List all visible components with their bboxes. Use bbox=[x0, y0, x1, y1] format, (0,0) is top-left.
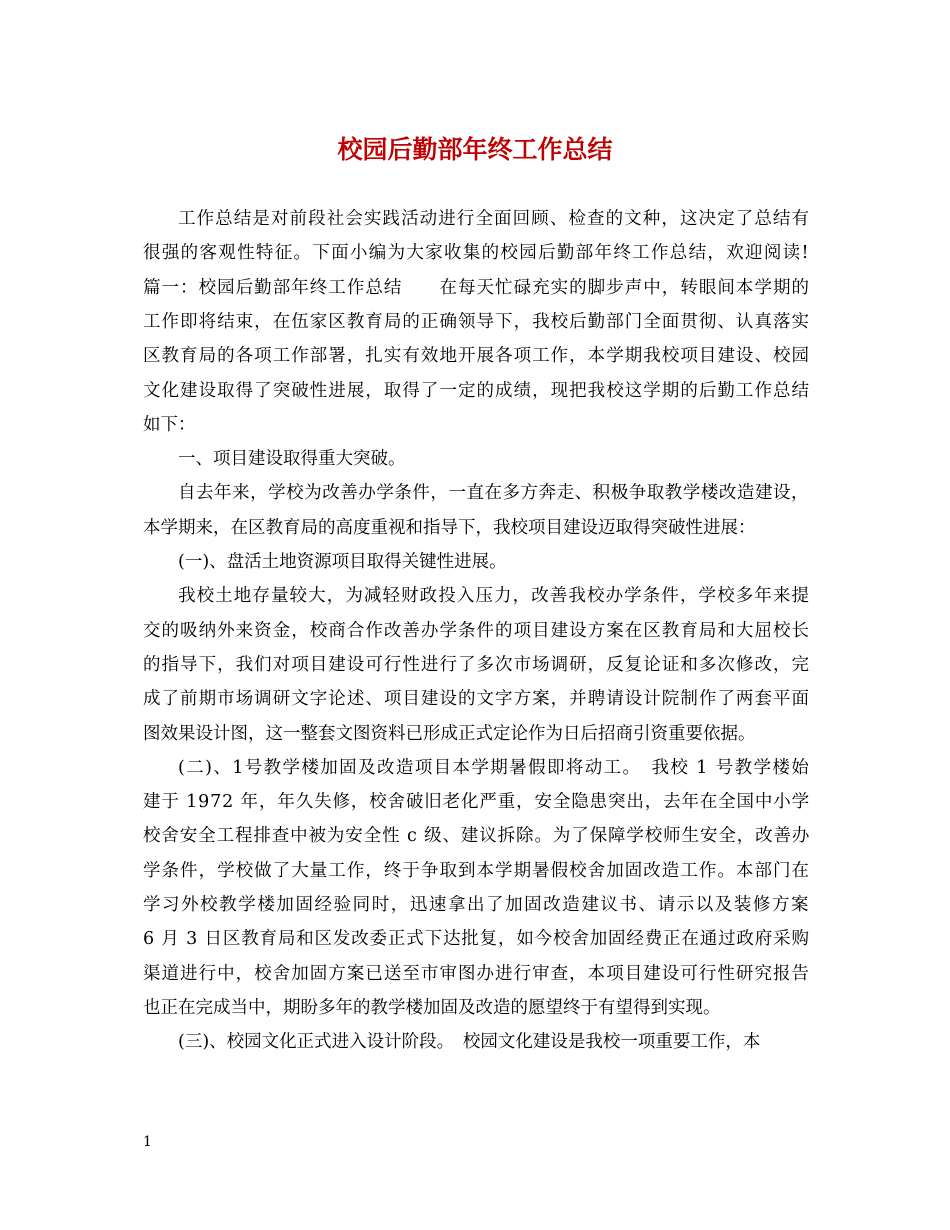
paragraph-line: (二)、1号教学楼加固及改造项目本学期暑假即将动工。 我校 1 号教学楼始 bbox=[178, 757, 811, 778]
paragraph-line: 工作总结是对前段社会实践活动进行全面回顾、检查的文种，这决定了总结有 bbox=[178, 209, 811, 229]
paragraph-line: (三)、校园文化正式进入设计阶段。 校园文化建设是我校一项重要工作，本 bbox=[178, 1032, 761, 1053]
paragraph-line: 建于 1972 年，年久失修，校舍破旧老化严重，安全隐患突出，去年在全国中小学 bbox=[143, 792, 811, 813]
paragraph-line: 区教育局的各项工作部署，扎实有效地开展各项工作，本学期我校项目建设、校园 bbox=[143, 346, 811, 367]
paragraph-line: 校舍安全工程排查中被为安全性 c 级、建议拆除。为了保障学校师生安全，改善办 bbox=[143, 826, 811, 847]
paragraph-line: 篇一：校园后勤部年终工作总结 在每天忙碌充实的脚步声中，转眼间本学期的 bbox=[143, 277, 811, 298]
paragraph-line: 很强的客观性特征。下面小编为大家收集的校园后勤部年终工作总结，欢迎阅读! bbox=[143, 243, 810, 264]
paragraph-line: 一、项目建设取得重大突破。 bbox=[178, 449, 406, 470]
page-number: 1 bbox=[143, 1134, 152, 1150]
paragraph-line: (一)、盘活土地资源项目取得关键性进展。 bbox=[178, 552, 507, 572]
paragraph-line: 的指导下，我们对项目建设可行性进行了多次市场调研，反复论证和多次修改，完 bbox=[143, 654, 811, 675]
paragraph-line: 渠道进行中，校舍加固方案已送至市审图办进行审查，本项目建设可行性研究报告 bbox=[143, 963, 811, 984]
paragraph-line: 本学期来，在区教育局的高度重视和指导下，我校项目建设迈取得突破性进展： bbox=[143, 517, 756, 538]
paragraph-line: 文化建设取得了突破性进展，取得了一定的成绩，现把我校这学期的后勤工作总结 bbox=[143, 380, 811, 401]
paragraph-line: 也正在完成当中，期盼多年的教学楼加固及改造的愿望终于有望得到实现。 bbox=[143, 997, 721, 1018]
paragraph-line: 工作即将结束，在伍家区教育局的正确领导下，我校后勤部门全面贯彻、认真落实 bbox=[143, 311, 811, 332]
paragraph-line: 自去年来，学校为改善办学条件，一直在多方奔走、积极争取教学楼改造建设， bbox=[178, 483, 810, 504]
paragraph-line: 交的吸纳外来资金，校商合作改善办学条件的项目建设方案在区教育局和大屈校长 bbox=[143, 620, 811, 641]
paragraph-line: 学条件，学校做了大量工作，终于争取到本学期暑假校舍加固改造工作。本部门在 bbox=[143, 860, 811, 881]
paragraph-line: 我校土地存量较大，为减轻财政投入压力，改善我校办学条件，学校多年来提 bbox=[178, 586, 811, 607]
paragraph-line: 图效果设计图，这一整套文图资料已形成正式定论作为日后招商引资重要依据。 bbox=[143, 723, 756, 744]
paragraph-line: 成了前期市场调研文字论述、项目建设的文字方案，并聘请设计院制作了两套平面 bbox=[143, 689, 811, 710]
document-title: 校园后勤部年终工作总结 bbox=[337, 135, 613, 164]
paragraph-line: 学习外校教学楼加固经验同时，迅速拿出了加固改造建议书、请示以及装修方案 bbox=[143, 895, 811, 915]
paragraph-line: 如下： bbox=[143, 414, 196, 435]
paragraph-line: 6 月 3 日区教育局和区发改委正式下达批复，如今校舍加固经费正在通过政府采购 bbox=[143, 929, 810, 950]
